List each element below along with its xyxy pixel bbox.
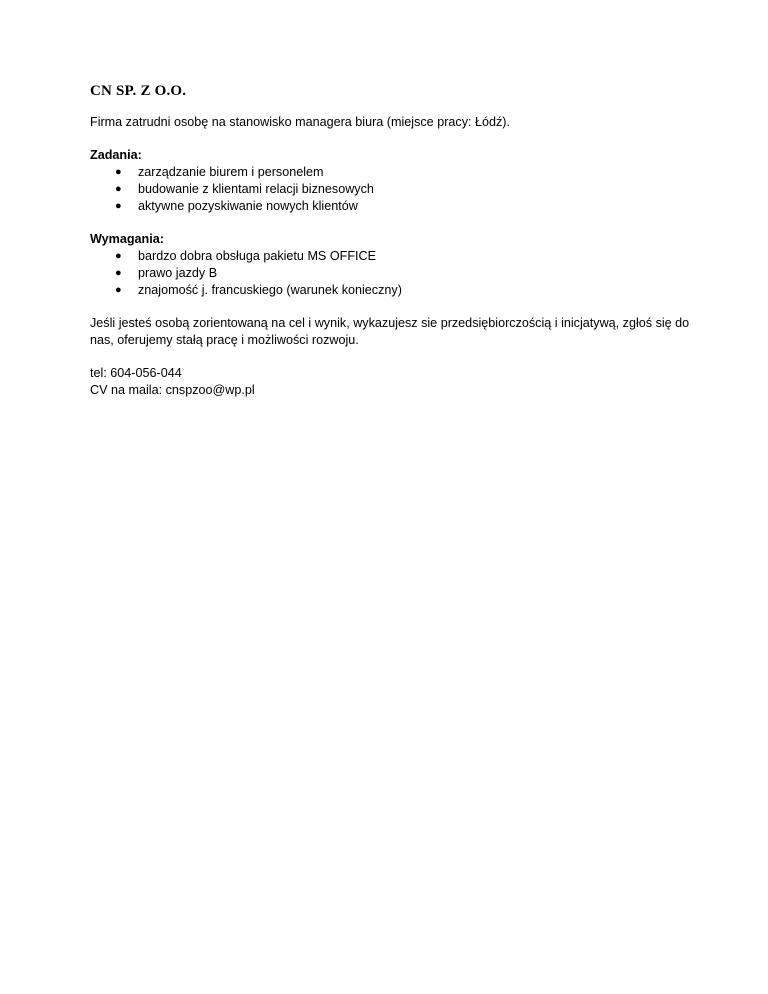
- bullet-icon: ●: [115, 183, 122, 195]
- task-text: aktywne pozyskiwanie nowych klientów: [138, 199, 358, 213]
- requirement-text: prawo jazdy B: [138, 266, 218, 280]
- task-text: budowanie z klientami relacji biznesowych: [138, 182, 374, 196]
- list-item: [90, 265, 690, 282]
- requirement-text: bardzo dobra obsługa pakietu MS OFFICE: [138, 249, 377, 263]
- phone-line: tel: 604-056-044: [90, 366, 182, 380]
- list-item: [90, 282, 690, 299]
- list-item: [90, 181, 690, 198]
- intro-paragraph: Firma zatrudni osobę na stanowisko managera biura (miejsce pracy: Łódź).: [90, 115, 510, 129]
- requirements-list: [90, 248, 690, 299]
- tasks-heading: Zadania:: [90, 148, 142, 162]
- closing-paragraph: Jeśli jesteś osobą zorientowaną na cel i wynik, wykazujesz sie przedsiębiorczością i inicjatywą, zgłoś się do nas, oferujemy stałą pracę i możliwości rozwoju.: [90, 316, 690, 347]
- bullet-icon: ●: [115, 250, 122, 262]
- list-item: [90, 164, 690, 181]
- task-text: zarządzanie biurem i personelem: [138, 165, 324, 179]
- bullet-icon: ●: [115, 267, 122, 279]
- list-item: [90, 198, 690, 215]
- document-body: [90, 82, 690, 399]
- bullet-icon: ●: [115, 284, 122, 296]
- company-title: CN SP. Z O.O.: [90, 83, 187, 99]
- requirements-heading: Wymagania:: [90, 232, 164, 246]
- bullet-icon: ●: [115, 200, 122, 212]
- requirement-text: znajomość j. francuskiego (warunek konieczny): [138, 283, 402, 297]
- email-line: CV na maila: cnspzoo@wp.pl: [90, 383, 255, 397]
- list-item: [90, 248, 690, 265]
- bullet-icon: ●: [115, 166, 122, 178]
- tasks-list: [90, 164, 690, 215]
